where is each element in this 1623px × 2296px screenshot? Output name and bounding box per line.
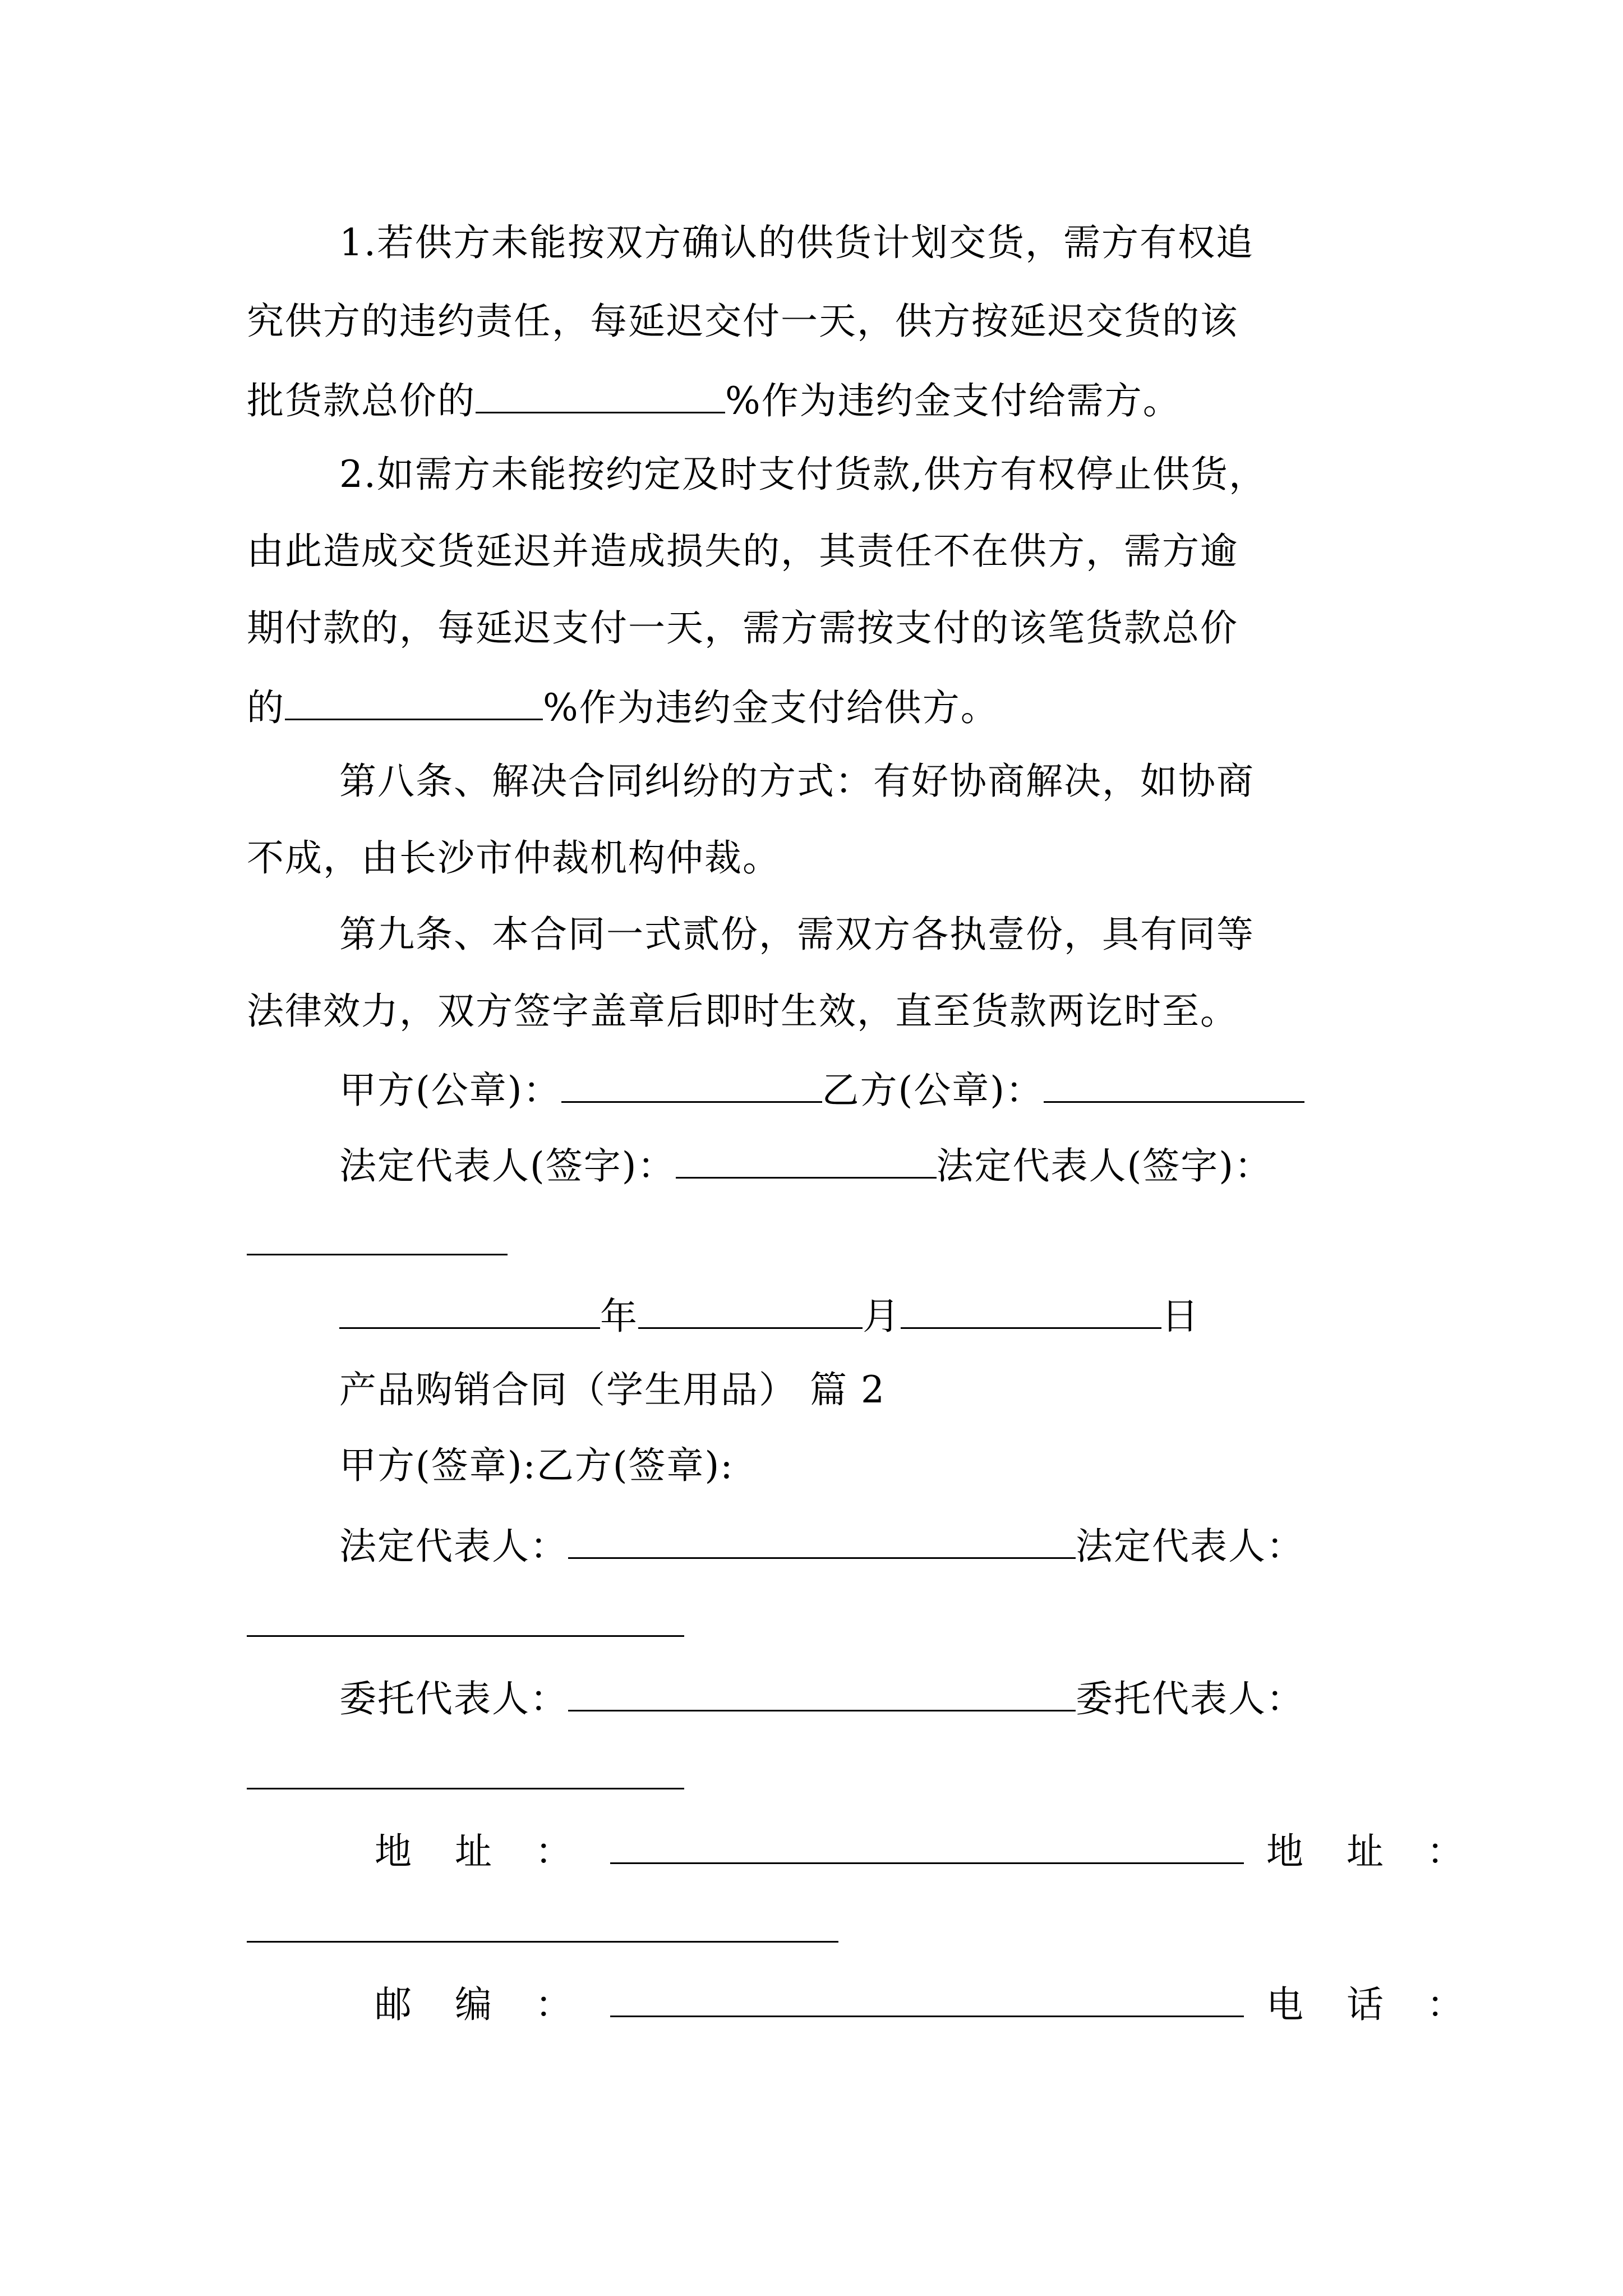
rep-sign-line — [339, 1144, 1272, 1188]
address-a-blank — [610, 1830, 1244, 1864]
clause2-line4-tail: %作为违约金支付给供方。 — [543, 686, 999, 729]
article9-line1: 第九条、本合同一式贰份，需双方各执壹份，具有同等 — [339, 913, 1255, 956]
day-label: 日 — [1161, 1295, 1200, 1338]
clause2-line4-text: 的 — [247, 686, 285, 729]
article9-line2: 法律效力，双方签字盖章后即时生效，直至货款两讫时至。 — [247, 990, 1238, 1033]
seal-line — [339, 1069, 1304, 1112]
rep-sign-a-label: 法定代表人(签字)： — [339, 1144, 676, 1188]
clause2-line3: 期付款的，每延迟支付一天，需方需按支付的该笔货款总价 — [247, 606, 1238, 650]
clause2-line2: 由此造成交货延迟并造成损失的，其责任不在供方，需方逾 — [247, 530, 1238, 573]
section2-parties: 甲方(签章):乙方(签章): — [339, 1444, 734, 1487]
clause1-line3-tail: %作为违约金支付给需方。 — [725, 379, 1181, 422]
agent-a-blank — [568, 1677, 1076, 1711]
rep-sign-b-label: 法定代表人(签字)： — [936, 1144, 1272, 1188]
agent-b-label: 委托代表人： — [1076, 1677, 1304, 1720]
section2-title: 产品购销合同（学生用品） 篇 2 — [339, 1368, 886, 1411]
rep-sign-b-blank — [247, 1254, 508, 1255]
clause1-line1: 1.若供方未能按双方确认的供货计划交货，需方有权追 — [339, 221, 1254, 264]
clause1-line2: 究供方的违约责任，每延迟交付一天，供方按延迟交货的该 — [247, 300, 1238, 343]
agent-a-label: 委托代表人： — [339, 1677, 568, 1720]
address-b-label: 地 址 ： — [1266, 1830, 1479, 1873]
party-a-seal-blank — [561, 1069, 822, 1103]
clause2-line1: 2.如需方未能按约定及时支付货款,供方有权停止供货， — [339, 453, 1267, 496]
rep-sign-a-blank — [676, 1144, 937, 1179]
month-blank — [638, 1295, 863, 1329]
clause2-line4 — [247, 686, 999, 729]
postcode-line — [375, 1983, 1479, 2026]
address-a-label: 地 址 ： — [375, 1830, 588, 1873]
day-blank — [901, 1295, 1161, 1329]
party-b-seal-label: 乙方(公章)： — [822, 1069, 1044, 1112]
party-a-seal-label: 甲方(公章)： — [339, 1069, 561, 1112]
legal-rep-line — [339, 1525, 1304, 1568]
postcode-blank — [610, 1983, 1244, 2017]
date-line — [339, 1295, 1200, 1338]
postcode-label: 邮 编 ： — [375, 1983, 588, 2026]
penalty-rate-blank-buyer — [285, 686, 543, 720]
agent-b-blank — [247, 1788, 684, 1789]
legal-rep-b-blank — [247, 1635, 684, 1637]
legal-rep-a-label: 法定代表人： — [339, 1525, 568, 1568]
article8-line1: 第八条、解决合同纠纷的方式：有好协商解决，如协商 — [339, 760, 1255, 803]
phone-label: 电 话 ： — [1266, 1983, 1479, 2026]
penalty-rate-blank-supplier — [476, 379, 725, 413]
article8-line2: 不成，由长沙市仲裁机构仲裁。 — [247, 836, 781, 880]
agent-line — [339, 1677, 1304, 1718]
month-label: 月 — [863, 1295, 901, 1338]
party-b-seal-blank — [1044, 1069, 1304, 1103]
clause1-line3-text: 批货款总价的 — [247, 379, 476, 422]
address-line — [375, 1830, 1479, 1873]
year-blank — [339, 1295, 600, 1329]
address-b-blank — [247, 1941, 838, 1943]
legal-rep-b-label: 法定代表人： — [1076, 1525, 1304, 1568]
year-label: 年 — [600, 1295, 638, 1338]
clause1-line3 — [247, 379, 1181, 420]
legal-rep-a-blank — [568, 1525, 1076, 1559]
